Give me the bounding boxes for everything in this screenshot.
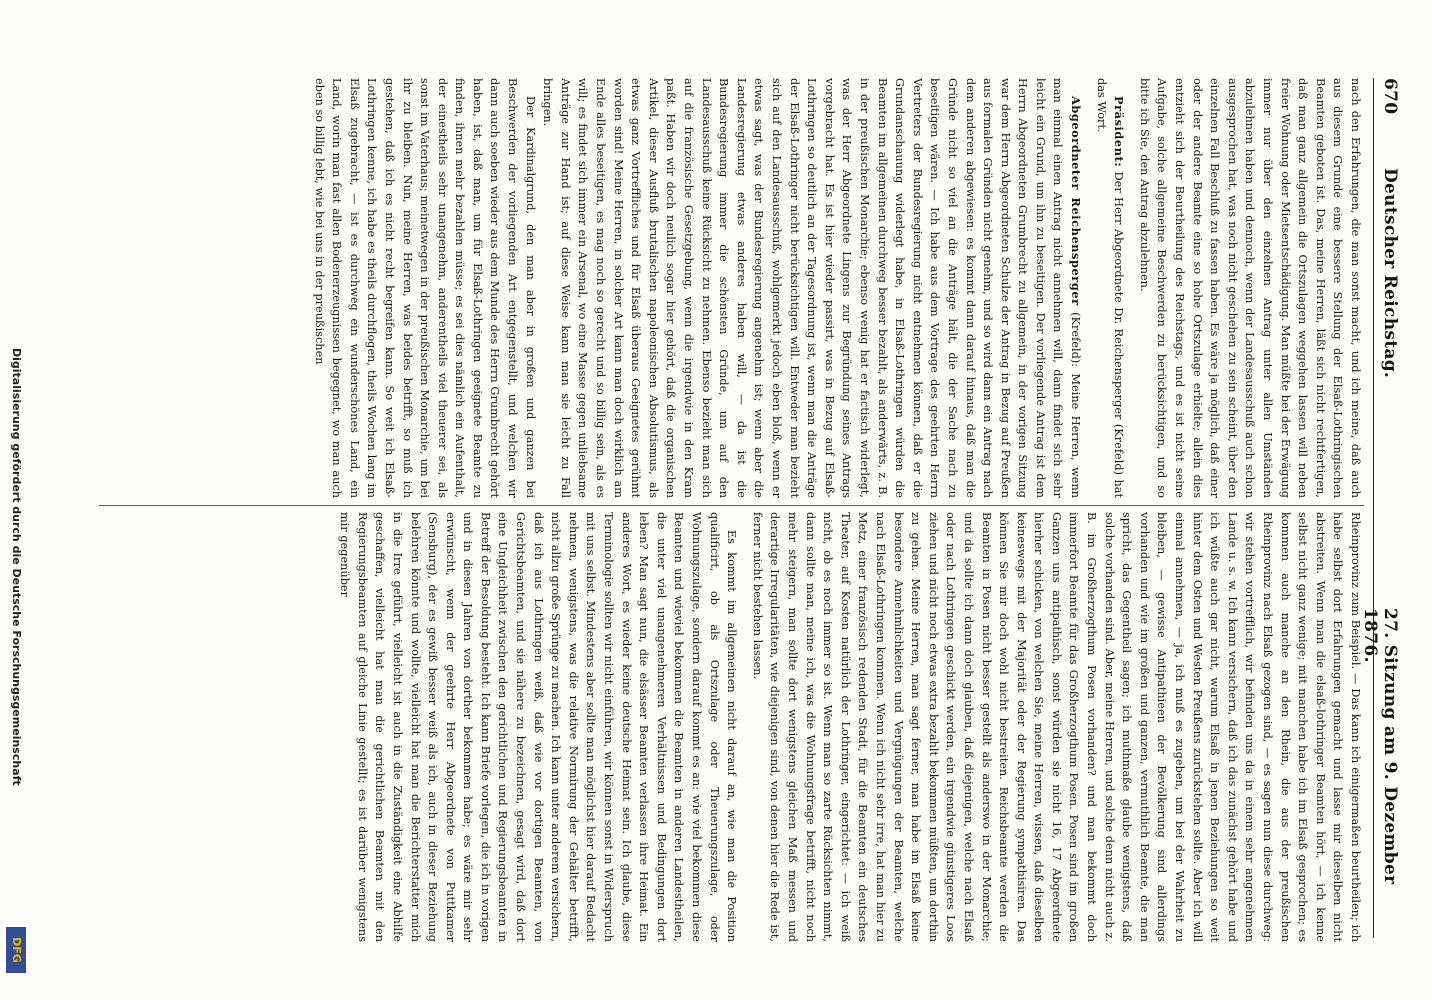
speaker-president: Präsident: — [1112, 96, 1127, 168]
president-text: Der Herr Abgeordnete Dr. Reichensperger (Krefeld) hat das Wort. — [1094, 78, 1126, 498]
president-statement — [1092, 78, 1127, 498]
left-paragraph-1: nach den Erfahrungen, die man sonst macht, und ich meine, daß auch aus diesem Grunde eine bessere Stellung der Elsaß-Lothringischen Beamten geboten ist. Das, meine Herren, läßt sich nicht rechtfertigen, daß man ganz allgemein die Ortszulagen weggehen lassen will neben freier Wohnung oder Mietsentschädigung. Man müßte bei der Erwägung immer nur über den einzelnen Antrag unter allen Umständen abzulehnen haben und dennoch, wenn der Landesausschuß auch schon ausgesprochen hat, was noch nicht geschehen zu sein scheint, über den einzelnen Fall Beschluß zu fassen haben. Es wäre ja möglich, daß einer oder der andere Beamte eine so hohe Ortszulage erhielte; allein dies entzieht sich der Beurtheilung des Reichstags, und es ist nicht seine Aufgabe, solche allgemeine Beschwerden zu berücksichtigen, und so bitte ich Sie, den Antrag abzulehnen. — [1137, 78, 1362, 498]
page-number: 670 — [1380, 78, 1400, 115]
speech-reichensperger — [539, 78, 1084, 498]
left-column — [310, 78, 1364, 498]
page-header — [1360, 78, 1402, 938]
dfg-logo: DFG — [6, 927, 26, 973]
header-publication-title: Deutscher Reichstag. — [1380, 168, 1400, 379]
left-paragraph-3: Der Kardinalgrund, den man aber in großen und ganzen bei Beschwerden der vorliegenden Art entgegenstellt, und welchen wir dann auch soeben wieder aus dem Munde des Herrn Grumbrecht gehört haben, ist, daß man, um für Elsaß-Lothringen geeignete Beamte zu finden, ihnen mehr bezahlen müsse; es sei dies nämlich ein Aufenthalt, der einestheils sehr unangenehm, anderentheils viel theuerer sei, als sonst im Vaterhaus; meinetwegen in der preußischen Monarchie, um bei ihr zu bleiben. Nun, meine Herren, was beides betrifft, so muß ich gestehen, daß ich es nicht recht begreifen kann. So weit ich Elsaß-Lothringen kenne, ich habe es theils durchflogen, theils Wochen lang im Elsaß zugebracht, — ist es durchweg ein wunderschönes Land, ein Land, worin man fast allen Bodenerzeugnissen begegnet, wo man auch eben so billig lebt, wie bei uns in der preußischen — [312, 78, 537, 498]
funding-note: Digitalisierung gefördert durch die Deutsche Forschungsgemeinschaft — [10, 348, 23, 786]
speaker-name: Abgeordneter Reichensperger — [1069, 96, 1084, 306]
digitization-credit — [3, 0, 27, 1000]
speaker-place: (Krefeld): — [1069, 312, 1083, 368]
header-session-date: 27. Sitzung am 9. Dezember 1876. — [1360, 608, 1400, 885]
right-paragraph-1: Rheinprovinz zum Beispiel. — Das kann ich einigermaßen beurtheilen; ich habe selbst dort Erfahrungen gemacht und lasse mir dieselben nicht abstreiten. Wenn man die elsaß-lothringer Beamten hört, — ich kenne selbst nicht ganz wenige; mit manchen habe ich im Elsaß gesprochen; es kommen auch manche an den Rhein, die aus der preußischen Rheinprovinz nach Elsaß gezogen sind, — es sagen nun diese durchweg: wir stehen vortrefflich, wir befinden uns da in einem sehr angenehmen Lande u. s. w. Ich kann versichern, daß ich das zunächst gehört habe und ich wüßte auch gar nicht, warum Elsaß in jenen Beziehungen so weit hinter dem Osten und Westen Preußens zurückstehen sollte. Aber ich will einmal annehmen, — ja, ich muß es zugeben, um bei der Wahrheit zu bleiben, — gewisse Antipathieen der Bevölkerung sind allerdings vorhanden und wie im großen und ganzen, vermuthlich Beamte, die man spricht, das Gegentheil sagen; ich muthmaße glaube wenigstens, daß solche vorhanden sind. Aber, meine Herren, und solche denn nicht auch z. B. im Großherzogthum Posen vorhanden? und man bekommt doch immerfort Beamte für das Großherzogthum Posen. Posen sind im großen Ganzen uns antipathisch, sonst würden sie nicht 16, 17 Abgeordnete hierher schicken, von welchen Sie, meine Herren, wissen, daß dieselben keineswegs mit der Majorität oder der Regierung sympathisiren. Das können Sie mir doch wohl nicht bestreiten. Reichsbeamte werden die Beamten in Posen nicht besser gestellt als anderswo in der Monarchie; und da sollte ich dann doch glauben, daß diejenigen, welche nach Elsaß oder nach Lothringen geschickt werden, ein irgendwie günstigeres Loos ziehen und nicht noch etwas extra bezahlt bekommen müßten, um dorthin zu gehen. Meine Herren, man sagt ferner, man habe im Elsaß keine besondere Annehmlichkeiten und Vergnügungen der Beamten, welche nach Elsaß-Lothringen kommen. Wenn ich nicht sehr irre, hat man hier zu Metz, einer französisch redenden Stadt, für die Beamten ein deutsches Theater, auf Kosten natürlich der Lothringer, eingerichtet: — ich weiß nicht, ob es noch immer so ist. Wenn man so zarte Rücksichten nimmt, dann sollte man, meine ich, was die Wohnungsfrage betrifft, nicht noch mehr steigern, man sollte dort wenigstens gleichen Maß messen und derartige Irregularitäten, wie diejenigen sind, von denen hier die Rede ist, ferner nicht bestehen lassen. — [750, 512, 1362, 942]
column-divider — [99, 505, 1364, 506]
speech-text: Meine Herren, wenn man einmal einen Antrag nicht annehmen will, dann findet sich sehr leicht ein Grund, um ihn zu beseitigen. Der vorliegende Antrag ist dem Herrn Abgeordneten Grumbrecht zu allgemein, in der vorigen Sitzung war dem Herrn Abgeordneten Schulze der Antrag in Bezug auf Preußen aus formalen Gründen nicht genehm, und so wird dann ein Antrag nach dem anderen abgewiesen: es kommt dann darauf hinaus, daß man die Gründe nicht so viel an die Anträge hält, die der Sache nach zu beseitigen wären. — Ich habe aus dem Vortrage des geehrten Herrn Vertreters der Bundesregierung nicht entnehmen können, daß er die Grundanschauung widerlegt habe, in Elsaß-Lothringen würden die Beamten im allgemeinen durchweg besser bezahlt, als anderwärts, z. B. in der preußischen Monarchie; ebenso wenig hat er factisch widerlegt, was der Herr Abgeordnete Lingens zur Begründung seines Antrags vorgebracht hat. Es ist hier wieder passirt, was in Bezug auf Elsaß-Lothringen so deutlich an der Tagesordnung ist, wenn man die Anträge der Elsaß-Lothringer nicht berücksichtigen will. Entweder man bezieht sich auf den Landesausschuß, wohlgemerkt jedoch eben bloß, wenn er etwas sagt, was der Bundesregierung angenehm ist; wenn aber die Landesregierung etwas anderes haben will, — da ist die Bundesregierung immer die schönsten Gründe, um auf den Landesausschuß keine Rücksicht zu nehmen. Ebenso bezieht man sich auf die französische Gesetzgebung, wenn die irgendwie in den Kram paßt. Haben wir doch neulich sogar hier gehört, daß die organischen Artikel, dieser Ausfluß brutalischen napoleonischen Absolutismus, als etwas ganz Vortreffliches und für Elsaß überaus Geeignetes gerühmt worden sind! Meine Herren, in solcher Art kann man doch wirklich am Ende alles beseitigen, es mag noch so gerecht und so billig sein, als es will; es findet sich immer ein Arsenal, wo eine Masse gegen unliebsame Anträge zur Hand ist; auf diese Weise kann man sie leicht zu Fall bringen. — [541, 78, 1083, 499]
right-paragraph-2: Es kommt im allgemeinen nicht darauf an, wie man die Position qualificirt, ob als Ortszulage oder Theuerungszulage, oder Wohnungszulage, sondern darauf kommt es an: wie viel bekommen diese Beamten und wieviel bekommen die Beamten in anderen Landestheilen, die unter viel unangenehmeren Verhältnissen und Bedingungen dort leben? Man sagt nun, die elsässer Beamten verlassen ihre Heimat. Ein anderes Wort, es wieder keine deutsche Heimat sein. Ich glaube, diese Terminologie sollten wir nicht einführen, wir können sonst in Widerspruch mit uns selbst. Mindestens aber sollte man möglichst hier darauf Bedacht nehmen, wenigstens, was die relative Normirung der Gehälter betrifft, nicht allzu große Sprünge zu machen. Ich kann unter anderem versichern, daß ich aus Lothringen weiß, daß wie vor dortigen Beamten, von Gerichtsbeamten, und sie nähere zu bezeichnen, gesagt wird, daß dort eine Ungleichheit zwischen den gerichtlichen und Regierungsbeamten in Betreff der Besoldung besteht. Ich kann Briefe vorlegen, die ich in vorigen und in diesen Jahren von dorther bekommen habe; es wäre mir sehr erwünscht, wenn der geehrte Herr Abgeordnete von Puttkamer (Sensburg), der es gewiß besser weiß als ich, auch in dieser Beziehung belehren könnte und wollte, vielleicht hat man die Berichterstatter mich in die Irre geführt, vielleicht ist auch in die Zuständigkeit eine Abhilfe geschaffen, vielleicht hat man die gerichtlichen Beamten mit den Regierungsbeamten auf gleiche Linie gestellt; es ist darüber wenigstens mir gegenüber — [338, 512, 739, 942]
right-column — [336, 512, 1364, 942]
